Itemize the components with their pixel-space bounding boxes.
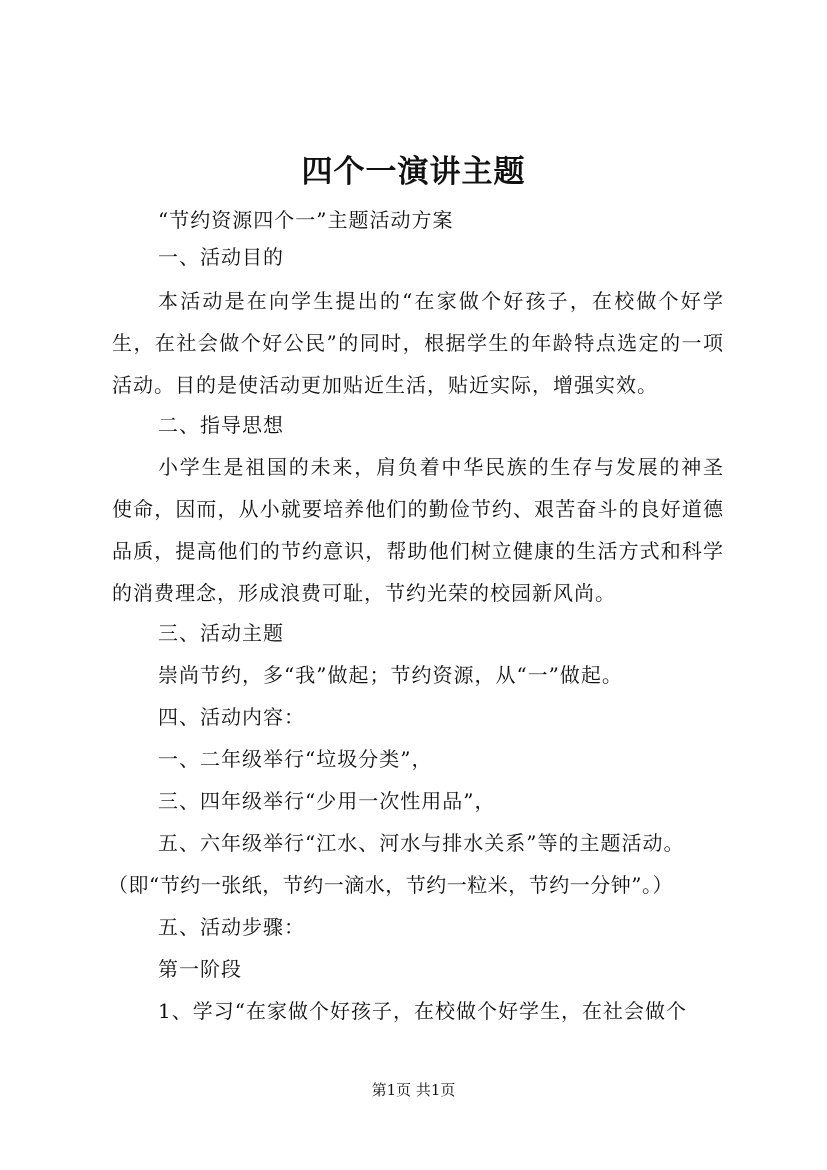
- paragraph-guiding-thought: 小学生是祖国的未来，肩负着中华民族的生存与发展的神圣使命，因而，从小就要培养他们的勤俭节约、艰苦奋斗的良好道德品质，提高他们的节约意识，帮助他们树立健康的生活方式和科学的消费理念，形成浪费可耻，节约光荣的校园新风尚。: [112, 455, 724, 605]
- paragraph-purpose: 本活动是在向学生提出的“在家做个好孩子，在校做个好学生，在社会做个好公民”的同时，根据学生的年龄特点选定的一项活动。目的是使活动更加贴近生活，贴近实际，增强实效。: [112, 289, 724, 397]
- content-item-grade-3-4: 三、四年级举行“少用一次性用品”，: [158, 789, 496, 813]
- section-heading-purpose: 一、活动目的: [158, 245, 284, 269]
- plan-title: “节约资源四个一”主题活动方案: [158, 208, 454, 232]
- section-heading-content: 四、活动内容：: [158, 705, 305, 729]
- content-item-grade-1-2: 一、二年级举行“垃圾分类”，: [158, 747, 433, 771]
- section-heading-steps: 五、活动步骤：: [158, 915, 305, 939]
- step-item-1: 1、学习“在家做个好孩子，在校做个好学生，在社会做个: [158, 999, 687, 1023]
- section-heading-theme: 三、活动主题: [158, 621, 284, 645]
- content-item-grade-5-6: 五、六年级举行“江水、河水与排水关系”等的主题活动。: [158, 831, 685, 855]
- paragraph-theme: 崇尚节约，多“我”做起；节约资源，从“一”做起。: [158, 663, 623, 687]
- section-heading-guiding-thought: 二、指导思想: [158, 413, 284, 437]
- document-title: 四个一演讲主题: [301, 154, 526, 190]
- page-footer: 第1页 共1页: [371, 1081, 456, 1099]
- step-stage-one: 第一阶段: [158, 957, 242, 981]
- content-note: （即“节约一张纸，节约一滴水，节约一粒米，节约一分钟”。）: [108, 873, 673, 897]
